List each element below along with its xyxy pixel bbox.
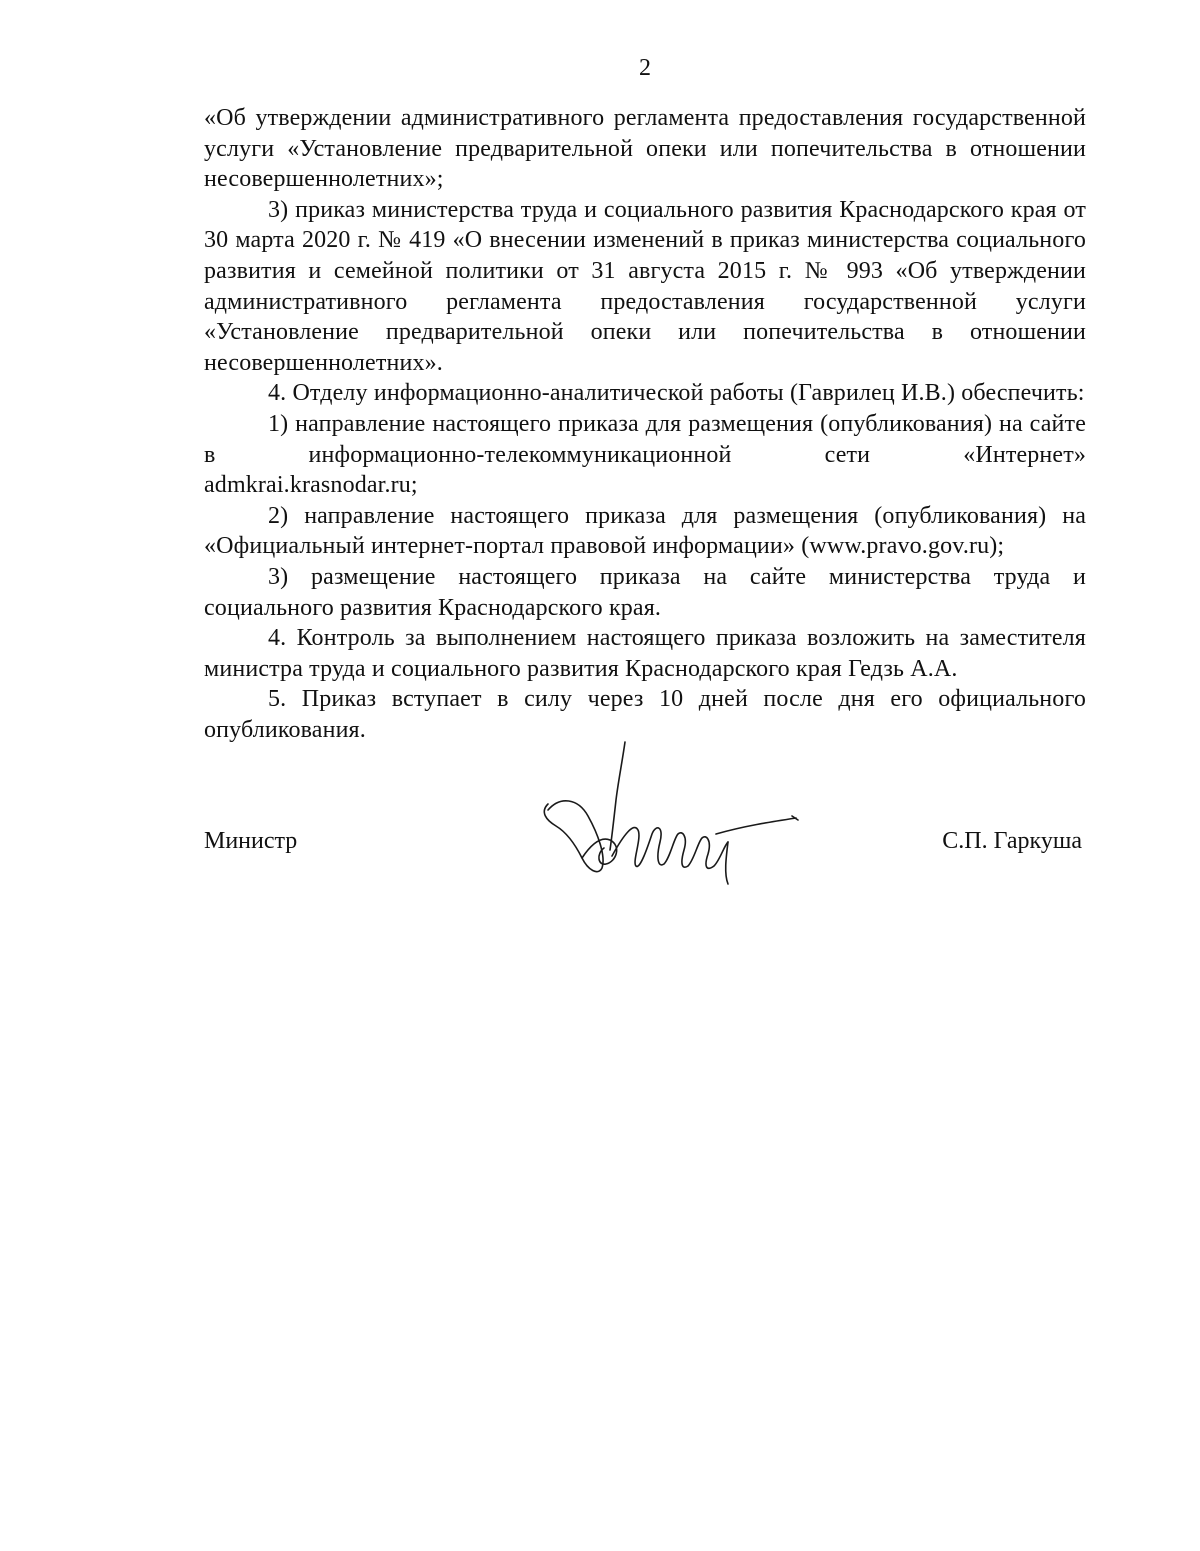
paragraph-continuation: «Об утверждении административного регламента предоставления государственной услуги «Установление предварительной опеки или попечительства в отношении несовершеннолетних»; <box>204 105 1086 193</box>
website-address: admkrai.krasnodar.ru; <box>204 472 418 499</box>
paragraph-control: 4. Контроль за выполнением настоящего приказа возложить на заместителя министра труда и социального развития Краснодарского края Гедзь А.А. <box>204 625 1086 682</box>
handwritten-signature <box>530 738 805 888</box>
page-number: 2 <box>639 55 651 81</box>
paragraph-item-3: 3) приказ министерства труда и социального развития Краснодарского края от 30 марта 2020 г. № 419 «О внесении изменений в приказ министерства социального развития и семейной политики от 31 августа 2015 г. № 993 «Об утверждении административного регламента предоставления государственной услуги «Установление предварительной опеки или попечительства в отношении несовершеннолетних». <box>204 196 1086 376</box>
paragraph-subitem-1: 1) направление настоящего приказа для размещения (опубликования) на сайте в информационно-телекоммуникационной сети «Интернет» <box>204 410 1086 468</box>
paragraph-subitem-3: 3) размещение настоящего приказа на сайте министерства труда и социального развития Краснодарского края. <box>204 563 1086 621</box>
paragraph-subitem-2: 2) направление настоящего приказа для размещения (опубликования) на «Официальный интернет-портал правовой информации» (www.pravo.gov.ru); <box>204 502 1086 560</box>
signatory-name: С.П. Гаркуша <box>942 828 1082 854</box>
paragraph-section-4: 4. Отделу информационно-аналитической работы (Гаврилец И.В.) обеспечить: <box>268 380 1085 407</box>
paragraph-effective-date: 5. Приказ вступает в силу через 10 дней после дня его официального опубликования. <box>204 686 1086 743</box>
document-body <box>204 103 1086 745</box>
signatory-position: Министр <box>204 828 298 854</box>
